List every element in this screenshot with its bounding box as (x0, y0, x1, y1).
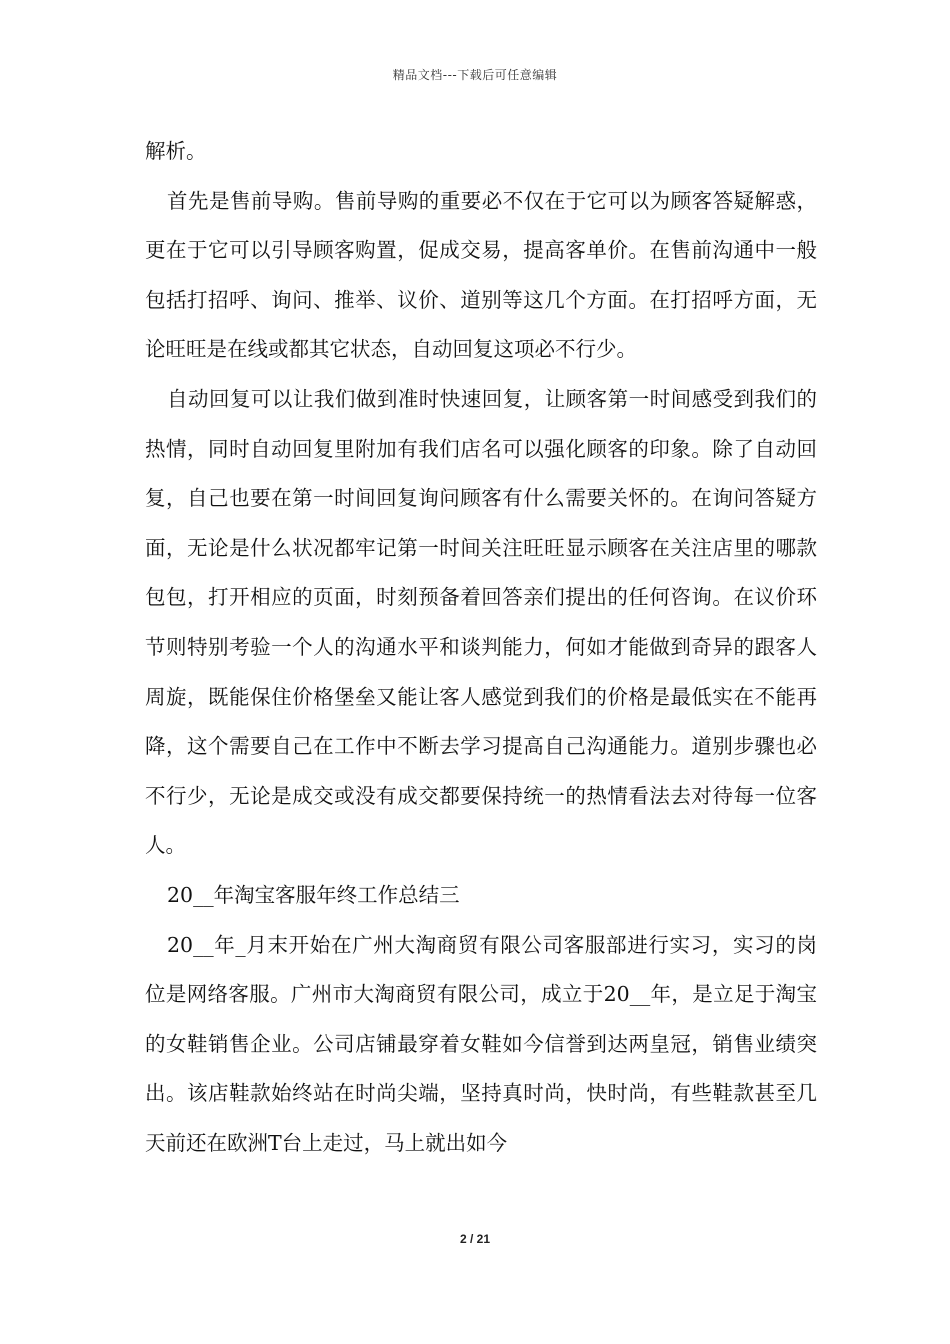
section-heading: 20__年淘宝客服年终工作总结三 (167, 882, 460, 907)
paragraph-presales-guide: 首先是售前导购。售前导购的重要必不仅在于它可以为顾客答疑解惑，更在于它可以引导顾客购置，促成交易，提高客单价。在售前沟通中一般包括打招呼、询问、推举、议价、道别等这几个方面。在打招呼方面，无论旺旺是在线或都其它状态，自动回复这项必不行少。 (145, 188, 817, 362)
paragraph-continuation: 解析。 (145, 139, 207, 163)
page-number: 2 / 21 (459, 1232, 491, 1246)
document-body (145, 127, 817, 1168)
page-header: 精品文档---下载后可任意编辑 (392, 68, 558, 82)
paragraph-auto-reply: 自动回复可以让我们做到准时快速回复，让顾客第一时间感受到我们的热情，同时自动回复里附加有我们店名可以强化顾客的印象。除了自动回复，自己也要在第一时间回复询问顾客有什么需要关怀的。在询问答疑方面，无论是什么状况都牢记第一时间关注旺旺显示顾客在关注店里的哪款包包，打开相应的页面，时刻预备着回答亲们提出的任何咨询。在议价环节则特别考验一个人的沟通水平和谈判能力，何如才能做到奇异的跟客人周旋，既能保住价格堡垒又能让客人感觉到我们的价格是最低实在不能再降，这个需要自己在工作中不断去学习提高自己沟通能力。道别步骤也必不行少，无论是成交或没有成交都要保持统一的热情看法去对待每一位客人。 (145, 386, 817, 858)
paragraph-internship: 20__年_月末开始在广州大淘商贸有限公司客服部进行实习，实习的岗位是网络客服。广州市大淘商贸有限公司，成立于20__年，是立足于淘宝的女鞋销售企业。公司店铺最穿着女鞋如今信誉到达两皇冠，销售业绩突出。该店鞋款始终站在时尚尖端，坚持真时尚，快时尚，有些鞋款甚至几天前还在欧洲T台上走过，马上就出如今 (145, 932, 817, 1155)
